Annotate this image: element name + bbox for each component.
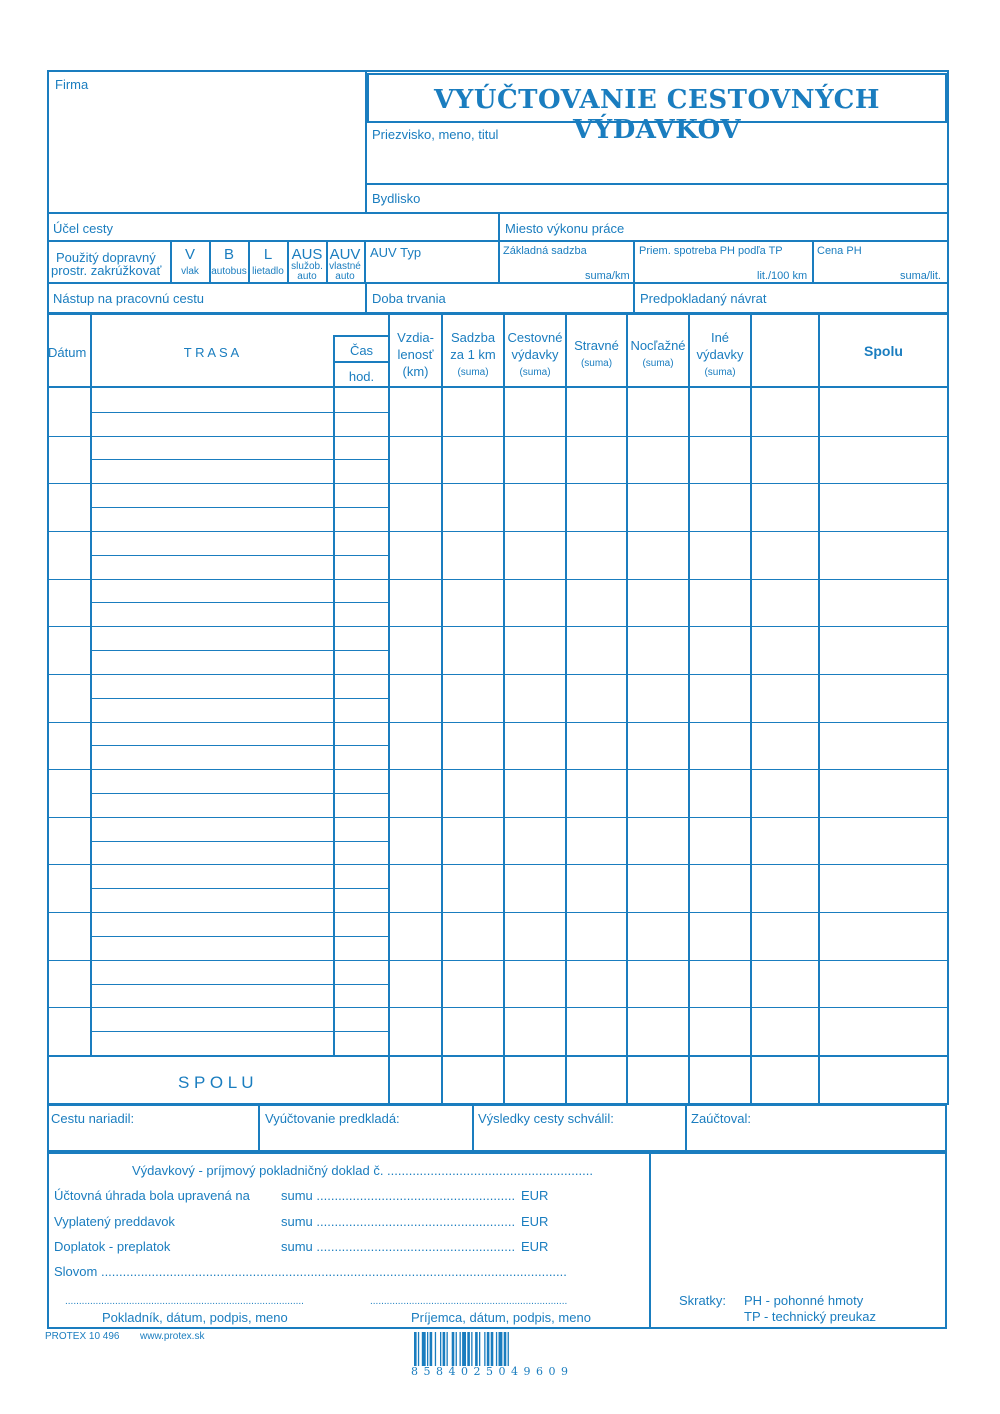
barcode-bar (475, 1332, 478, 1366)
transport-v-desc: vlak (181, 266, 199, 277)
spolu-row-label: S P O L U (178, 1073, 254, 1092)
table-row-line (47, 531, 949, 532)
transport-b-desc: autobus (211, 266, 247, 277)
predklada-label: Vyúčtovanie predkladá: (265, 1111, 400, 1126)
col-line (626, 313, 628, 1105)
barcode-bar (460, 1332, 461, 1366)
table-row-line (90, 602, 390, 603)
lit-100-label: lit./100 km (757, 270, 808, 282)
preddavok-eur: EUR (521, 1214, 549, 1229)
zakladna-sadzba-label: Základná sadzba (503, 245, 587, 257)
transport-auv-desc2: auto (335, 271, 355, 282)
col-line (565, 313, 567, 1105)
transport-l-desc: lietadlo (252, 266, 284, 277)
table-row-line (47, 483, 949, 484)
barcode-bar (427, 1332, 428, 1366)
abbrev-tp: TP - technický preukaz (744, 1309, 876, 1324)
col-line (812, 240, 814, 284)
miesto-label: Miesto výkonu práce (505, 221, 625, 236)
divider-miesto (498, 212, 500, 242)
col-line (750, 313, 752, 1105)
barcode-bar (467, 1332, 470, 1366)
col-line (388, 313, 390, 1105)
col-vzdialenost-2: lenosť (397, 347, 434, 362)
barcode-bar (471, 1332, 472, 1366)
table-row-line (90, 841, 390, 842)
bydlisko-label: Bydlisko (372, 191, 421, 206)
table-row-line (90, 698, 390, 699)
doplatok-label: Doplatok - preplatok (54, 1239, 171, 1254)
col-sadzba-1: Sadzba (450, 330, 496, 345)
pouzity-label-1: Použitý dopravný (56, 250, 156, 265)
barcode-bar (496, 1332, 497, 1366)
table-row-line (90, 507, 390, 508)
navrat-label: Predpokladaný návrat (640, 291, 767, 306)
barcode-bar (440, 1332, 441, 1366)
preddavok-sumu: sumu ....................................................... (281, 1214, 516, 1229)
uhrada-sumu: sumu ....................................................... (281, 1188, 516, 1203)
firma-label: Firma (55, 77, 89, 92)
uhrada-eur: EUR (521, 1188, 549, 1203)
col-sadzba-3: (suma) (457, 367, 489, 378)
barcode-bar (504, 1332, 507, 1366)
barcode-bar (414, 1332, 417, 1366)
doplatok-eur: EUR (521, 1239, 549, 1254)
zauctoval-label: Zaúčtoval: (691, 1111, 751, 1126)
table-header-bottom (47, 386, 949, 388)
skratky-label: Skratky: (679, 1293, 726, 1308)
schvalil-label: Výsledky cesty schválil: (478, 1111, 614, 1126)
table-row-line (47, 960, 949, 961)
col-vzdialenost-1: Vzdia- (397, 330, 434, 345)
transport-b-code[interactable]: B (223, 246, 234, 263)
col-line (688, 313, 690, 1105)
col-spolu-header: Spolu (864, 343, 903, 359)
cas-box-top (333, 335, 390, 337)
table-row-line (90, 793, 390, 794)
suma-lit-label: suma/lit. (900, 270, 941, 282)
col-line (333, 335, 335, 1055)
col-cestovne-3: (suma) (519, 367, 551, 378)
nastup-label: Nástup na pracovnú cestu (53, 291, 205, 306)
col-line (90, 313, 92, 1055)
table-row-line (47, 579, 949, 580)
auv-typ-label: AUV Typ (370, 245, 422, 260)
col-line (472, 1104, 474, 1152)
barcode-bar (499, 1332, 503, 1366)
barcode-bar (462, 1332, 466, 1366)
priezvisko-label: Priezvisko, meno, titul (372, 127, 499, 142)
table-row-line (90, 888, 390, 889)
table-row-line (47, 864, 949, 865)
expenses-table (47, 313, 949, 1105)
barcode-bar (487, 1332, 490, 1366)
col-sadzba-2: za 1 km (450, 347, 496, 362)
suma-km-label: suma/km (585, 270, 630, 282)
pokladnik-label: Pokladník, dátum, podpis, meno (102, 1310, 288, 1325)
col-line (364, 240, 366, 284)
barcode-bar (430, 1332, 433, 1366)
col-ine-1: Iné (710, 330, 730, 345)
table-row-line (90, 555, 390, 556)
protex-web: www.protex.sk (140, 1331, 205, 1342)
pokladnik-dots: ...................................................................................... (65, 1296, 304, 1307)
barcode-bar (479, 1332, 480, 1366)
table-row-line (47, 626, 949, 627)
barcode-bar (452, 1332, 455, 1366)
transport-v-code[interactable]: V (184, 246, 195, 263)
transport-aus-code[interactable]: AUS (291, 246, 323, 263)
table-row-line (90, 745, 390, 746)
col-cestovne-2: výdavky (511, 347, 559, 362)
table-row-line (47, 1007, 949, 1008)
barcode-bar (443, 1332, 446, 1366)
col-trasa-header: T R A S A (183, 345, 240, 360)
doplatok-sumu: sumu ....................................................... (281, 1239, 516, 1254)
nariadil-label: Cestu nariadil: (51, 1111, 135, 1126)
table-row-line (47, 674, 949, 675)
barcode-bar (484, 1332, 485, 1366)
line-nastup (47, 282, 949, 284)
table-row-line (47, 436, 949, 437)
table-row-line (47, 769, 949, 770)
table-row-line (90, 650, 390, 651)
col-line (258, 1104, 260, 1152)
doklad-line: Výdavkový - príjmový pokladničný doklad č. ......................................................... (132, 1163, 593, 1178)
doba-label: Doba trvania (372, 291, 446, 306)
barcode-bar (447, 1332, 448, 1366)
barcode-bar (508, 1332, 509, 1366)
transport-aus-desc2: auto (297, 271, 317, 282)
table-row-line (47, 722, 949, 723)
protex-code: PROTEX 10 496 (45, 1331, 120, 1342)
transport-aus-desc1: služob. (291, 261, 323, 272)
col-stravne-2: (suma) (580, 358, 613, 369)
cena-ph-label: Cena PH (817, 245, 862, 257)
col-line (498, 240, 500, 284)
col-hod-header: hod. (348, 369, 375, 384)
prijemca-label: Príjemca, dátum, podpis, meno (411, 1310, 591, 1325)
col-cestovne-1: Cestovné (507, 330, 563, 345)
preddavok-label: Vyplatený preddavok (54, 1214, 175, 1229)
table-row-line (90, 412, 390, 413)
barcode-digits: 8 5 8 4 0 2 5 0 4 9 6 0 9 (411, 1365, 569, 1378)
slovom-line: Slovom ................................................................................................................................. (54, 1264, 567, 1279)
uhrada-label: Účtovná úhrada bola upravená na (54, 1188, 250, 1203)
line-bydlisko (365, 183, 949, 185)
pouzity-label-2: prostr. zakrúžkovať (51, 263, 162, 278)
ucel-label: Účel cesty (53, 221, 113, 236)
col-stravne-1: Stravné (574, 338, 619, 353)
form-title: VYÚČTOVANIE CESTOVNÝCH VÝDAVKOV (434, 85, 880, 145)
table-row-line (47, 817, 949, 818)
spolu-row-top (47, 1055, 949, 1057)
table-row-line (90, 459, 390, 460)
barcode-bar (456, 1332, 457, 1366)
col-ine-2: výdavky (696, 347, 744, 362)
barcode-bar (422, 1332, 426, 1366)
col-datum-header: Dátum (48, 345, 87, 360)
table-row-line (90, 984, 390, 985)
table-row-line (47, 912, 949, 913)
col-ine-3: (suma) (704, 367, 736, 378)
col-line (365, 282, 367, 312)
cas-box-mid (333, 361, 390, 363)
abbrev-ph: PH - pohonné hmoty (744, 1293, 864, 1308)
col-cas-header: Čas (349, 343, 374, 358)
col-noclazne-1: Nocľažné (630, 338, 686, 353)
barcode-bar (418, 1332, 419, 1366)
prijemca-dots: ....................................................................... (370, 1296, 568, 1307)
transport-l-code[interactable]: L (263, 246, 273, 263)
barcode-bar (491, 1332, 494, 1366)
priem-spotreba-label: Priem. spotreba PH podľa TP (639, 245, 783, 257)
col-line (818, 313, 820, 1105)
barcode-bar (435, 1332, 436, 1366)
col-line (633, 282, 635, 312)
transport-auv-desc1: vlastné (329, 261, 361, 272)
col-line (633, 240, 635, 284)
table-row-line (90, 936, 390, 937)
table-row-line (90, 1031, 390, 1032)
col-line (441, 313, 443, 1105)
col-line (503, 313, 505, 1105)
col-vzdialenost-3: (km) (402, 364, 429, 379)
col-noclazne-2: (suma) (642, 358, 674, 369)
transport-auv-code[interactable]: AUV (329, 246, 361, 263)
col-line (685, 1104, 687, 1152)
col-line (649, 1152, 651, 1329)
